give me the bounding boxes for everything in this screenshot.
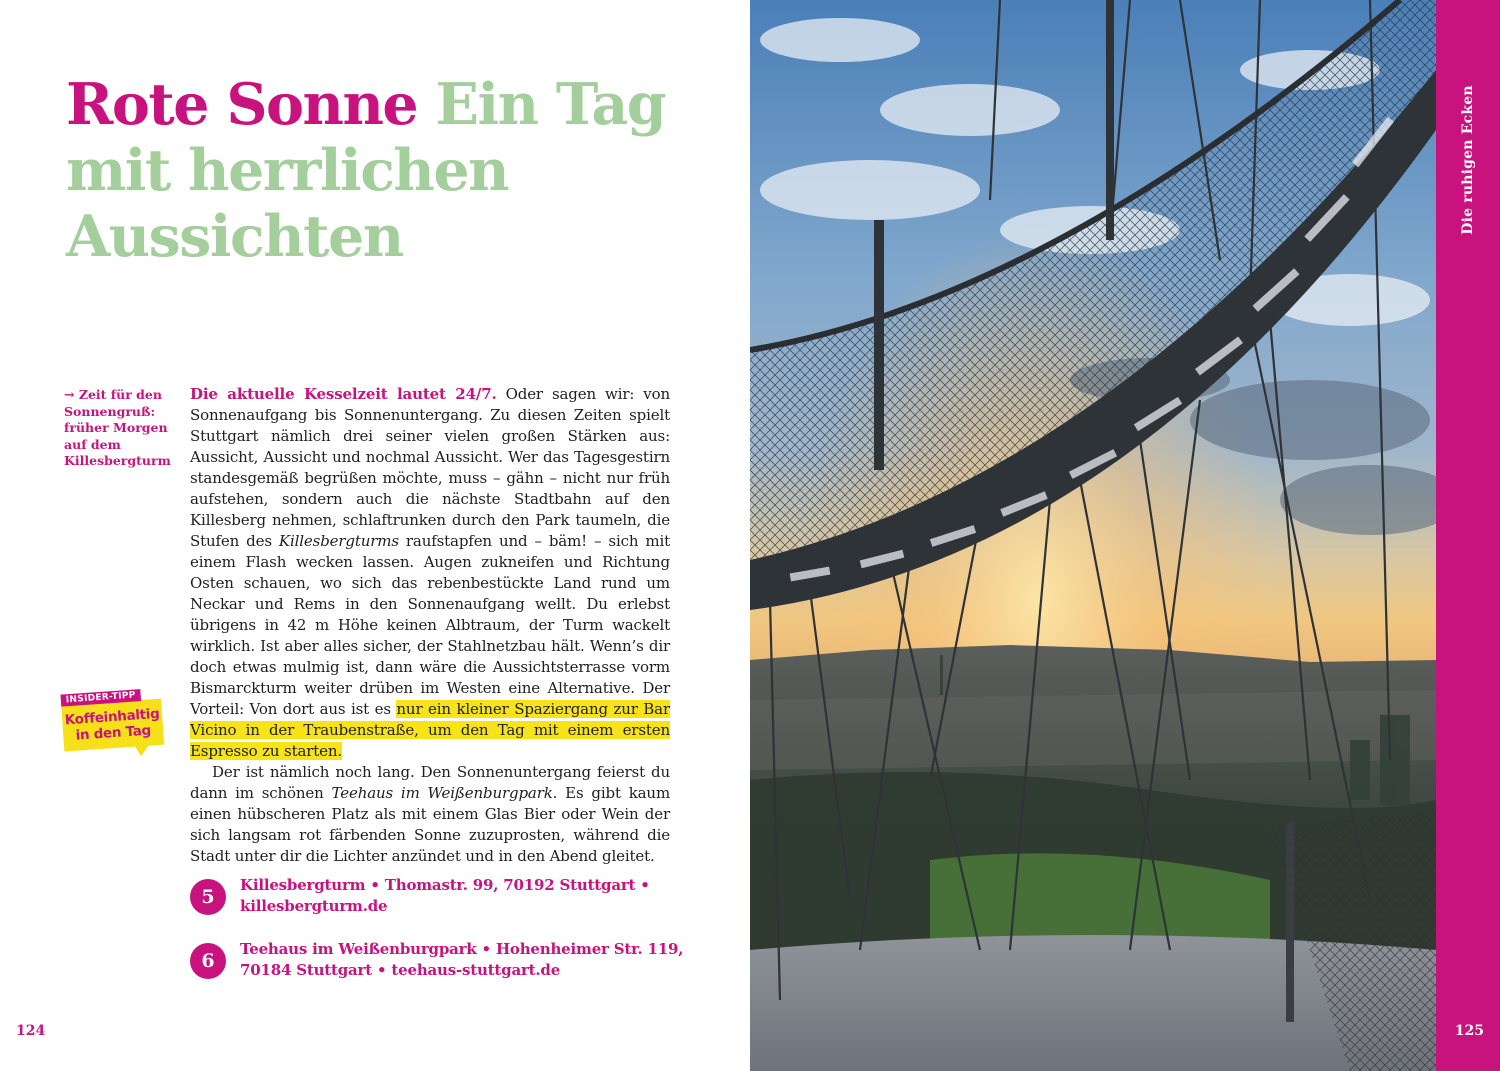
location-text: Teehaus im Weißenburgpark • Hohenheimer Str. 119, 70184 Stuttgart • teehaus-stuttgart.de [240,940,684,979]
margin-note: → Zeit für den Sonnengruß: früher Morgen auf dem Killesbergturm [64,387,171,468]
location-entry [190,875,690,917]
paragraph-2-text-b: Es gibt kaum einen hübscheren Platz als mit einem Glas Bier oder Wein der sich langsam rot färbenden Sonne zuzuprosten, während die Stadt unter dir die Lichter anzündet und in den Abend gleitet. [190,784,671,865]
paragraph-1 [190,384,670,762]
page-number-right: 125 [1454,1023,1484,1039]
lead-sentence: Die aktuelle Kesselzeit lautet 24/7. [190,385,497,403]
location-number-badge: 6 [190,943,226,979]
paragraph-1-italic: Killesbergturms [278,532,399,550]
chapter-title [66,72,706,270]
chapter-name: Die ruhigen Ecken [1460,85,1476,235]
page-number-left: 124 [16,1023,46,1039]
right-page [750,0,1500,1071]
paragraph-2 [190,762,670,867]
paragraph-2-italic: Teehaus im Weißenburgpark. [331,784,558,802]
location-text: Killesbergturm • Thomastr. 99, 70192 Stuttgart • killesbergturm.de [240,876,650,915]
tower-photo [750,0,1436,1071]
speech-bubble-tail [134,744,151,757]
article-body [190,384,670,867]
insider-tip-label: INSIDER-TIPP [60,689,141,707]
highlighted-text: nur ein kleiner Spaziergang zur Bar Vicino in der Traubenstraße, um den Tag mit einem ersten Espresso zu starten. [190,700,670,760]
title-part-1: Rote Sonne [66,71,418,138]
paragraph-1-text-b: raufstapfen und – bäm! – sich mit einem Flash wecken lassen. Augen zukneifen und Richtung Osten schauen, wo sich das rebenbestückte Land rund um Neckar und Rems in den Sonnenaufgang wellt. Du erlebst übrigens in 42 m Höhe keinen Albtraum, der Turm wackelt wirklich. Ist aber alles sicher, der Stahlnetzbau hält. Wenn’s dir doch etwas mulmig ist, dann wäre die Aussichtsterrasse vorm Bismarckturm weiter drüben im Westen eine Alternative. Der Vorteil: Von dort aus ist es [190,532,670,718]
location-number-badge: 5 [190,879,226,915]
location-entry [190,939,690,981]
insider-tip-badge [60,680,168,749]
title-part-2: Ein Tag mit herrlichen Aussichten [66,71,666,270]
paragraph-1-text-a: Oder sagen wir: von Sonnenaufgang bis Sonnenuntergang. Zu diesen Zeiten spielt Stuttgart nämlich drei seiner vielen großen Stärken aus: Aussicht, Aussicht und nochmal Aussicht. Wer das Tagesgestirn standesgemäß begrüßen möchte, muss – gähn – nicht nur früh aufstehen, sondern auch die nächste Stadtbahn auf den Killesberg nehmen, schlaftrunken durch den Park taumeln, die Stufen des [190,385,670,550]
paragraph-2-text-a: Der ist nämlich noch lang. Den Sonnenuntergang feierst du dann im schönen [190,763,670,802]
chapter-side-tab [1436,0,1500,1071]
insider-tip-text: Koffeinhaltig in den Tag [61,699,164,752]
